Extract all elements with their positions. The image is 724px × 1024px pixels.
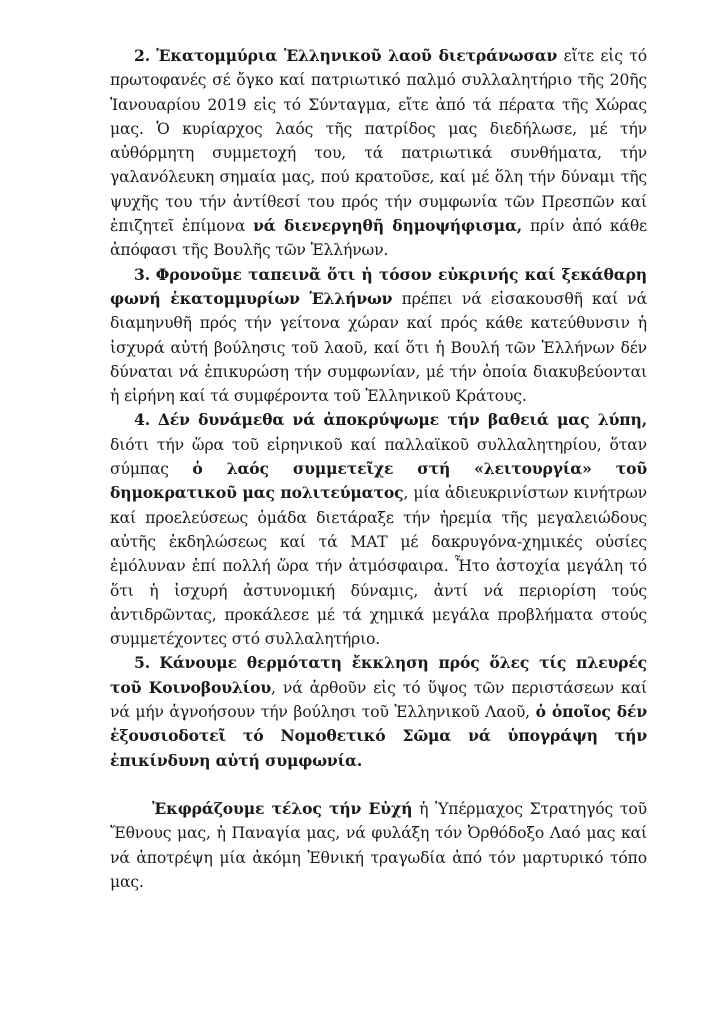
bold-text: ὁ λαός συμμετεῖχε στή «λειτουργία» τοῦ δημοκρατικοῦ μας πολιτεύματος [110,459,647,503]
bold-text: νά διενεργηθῆ δημοψήφισμα, [253,216,523,236]
numbered-paragraph-3 [110,263,647,409]
bold-text: Φρονοῦμε ταπεινᾶ ὅτι ἡ τόσον εὐκρινής καί ξεκάθαρη φωνή ἑκατομμυρίων Ἑλλήνων [110,264,647,308]
body-text: , μία ἀδιευκρινίστων κινήτρων καί προελεύσεως ὁμάδα διετάραξε τήν ἠρεμία τῆς μεγαλειώδους αὐτῆς ἐκδηλώσεως καί τά ΜΑΤ μέ δακρυγόνα-χημικές οὐσίες ἐμόλυναν ἐπί πολλή ὥρα τήν ἀτμόσφαιρα. Ἦτο ἀστοχία μεγάλη τό ὅτι ἡ ἰσχυρή ἀστυνομική δύναμις, ἀντί νά περιορίση τούς ἀντιδρῶντας, προκάλεσε μέ τά χημικά μεγάλα προβλήματα στούς συμμετέχοντες στό συλλαλητήριο. [110,484,647,649]
bold-text: ὁ ὁποῖος δέν ἐξουσιοδοτεῖ τό Νομοθετικό Σῶμα νά ὑπογράψη τήν ἐπικίνδυνη αὐτή συμφωνία. [110,702,647,770]
bold-text: Κάνουμε θερμότατη ἔκκληση πρός ὅλες τίς πλευρές τοῦ Κοινοβουλίου [110,653,648,697]
paragraph-number: 2. [134,46,150,65]
body-text: διότι τήν ὥρα τοῦ εἰρηνικοῦ καί παλλαϊκοῦ συλλαλητηρίου, ὅταν σύμπας [110,435,647,479]
numbered-paragraph-2 [110,44,647,263]
paragraph-number: 5. [134,653,150,673]
paragraph-number: 4. [134,410,150,430]
numbered-paragraph-4 [110,408,647,651]
document-page [110,44,647,894]
body-text: πρίν ἀπό κάθε ἀπόφασι τῆς Βουλῆς τῶν Ἑλλήνων. [110,217,647,260]
body-text: , νά ἀρθοῦν εἰς τό ὕψος τῶν περιστάσεων καί νά μήν ἀγνοήσουν τήν βούλησι τοῦ Ἑλληνικοῦ Λαοῦ, [110,678,647,722]
body-text: ἡ Ὑπέρμαχος Στρατηγός τοῦ Ἔθνους μας, ἡ Παναγία μας, νά φυλάξη τόν Ὀρθόδοξο Λαό μας καί νά ἀποτρέψη μία ἀκόμη Ἐθνική τραγωδία ἀπό τόν μαρτυρικό τόπο μας. [110,799,647,891]
bold-text: Δέν δυνάμεθα νά ἀποκρύψωμε τήν βαθειά μας λύπη, [157,410,648,430]
body-text: εἴτε εἰς τό πρωτοφανές σέ ὄγκο καί πατριωτικό παλμό συλλαλητήριο τῆς 20ῆς Ἰανουαρίου 2019 εἰς τό Σύνταγμα, εἴτε ἀπό τά πέρατα τῆς Χώρας μας. Ὁ κυρίαρχος λαός τῆς πατρίδος μας διεδήλωσε, μέ τήν αὐθόρμητη συμμετοχή του, τά πατριωτικά συνθήματα, τήν γαλανόλευκη σημαία μας, πού κρατοῦσε, καί μέ ὅλη τήν δύναμι τῆς ψυχῆς του τήν ἀντίθεσί του πρός τήν συμφωνία τῶν Πρεσπῶν καί ἐπιζητεῖ ἐπίμονα [110,47,647,236]
numbered-paragraph-5 [110,651,647,772]
paragraph-number: 3. [134,264,150,284]
bold-text: Ἐκφράζουμε τέλος τήν Εὐχή [152,798,413,818]
closing-paragraph [110,797,647,894]
body-text: πρέπει νά εἰσακουσθῆ καί νά διαμηνυθῆ πρός τήν γείτονα χώραν καί πρός κάθε κατεύθυνσιν ἡ ἰσχυρά αὐτή βούλησις τοῦ λαοῦ, καί ὅτι ἡ Βουλή τῶν Ἑλλήνων δέν δύναται νά ἐπικυρώση τήν συμφωνίαν, μέ τήν ὁποία διακυβεύονται ἡ εἰρήνη καί τά συμφέροντα τοῦ Ἑλληνικοῦ Κράτους. [110,289,647,406]
bold-text: Ἑκατομμύρια Ἑλληνικοῦ λαοῦ διετράνωσαν [156,46,558,65]
